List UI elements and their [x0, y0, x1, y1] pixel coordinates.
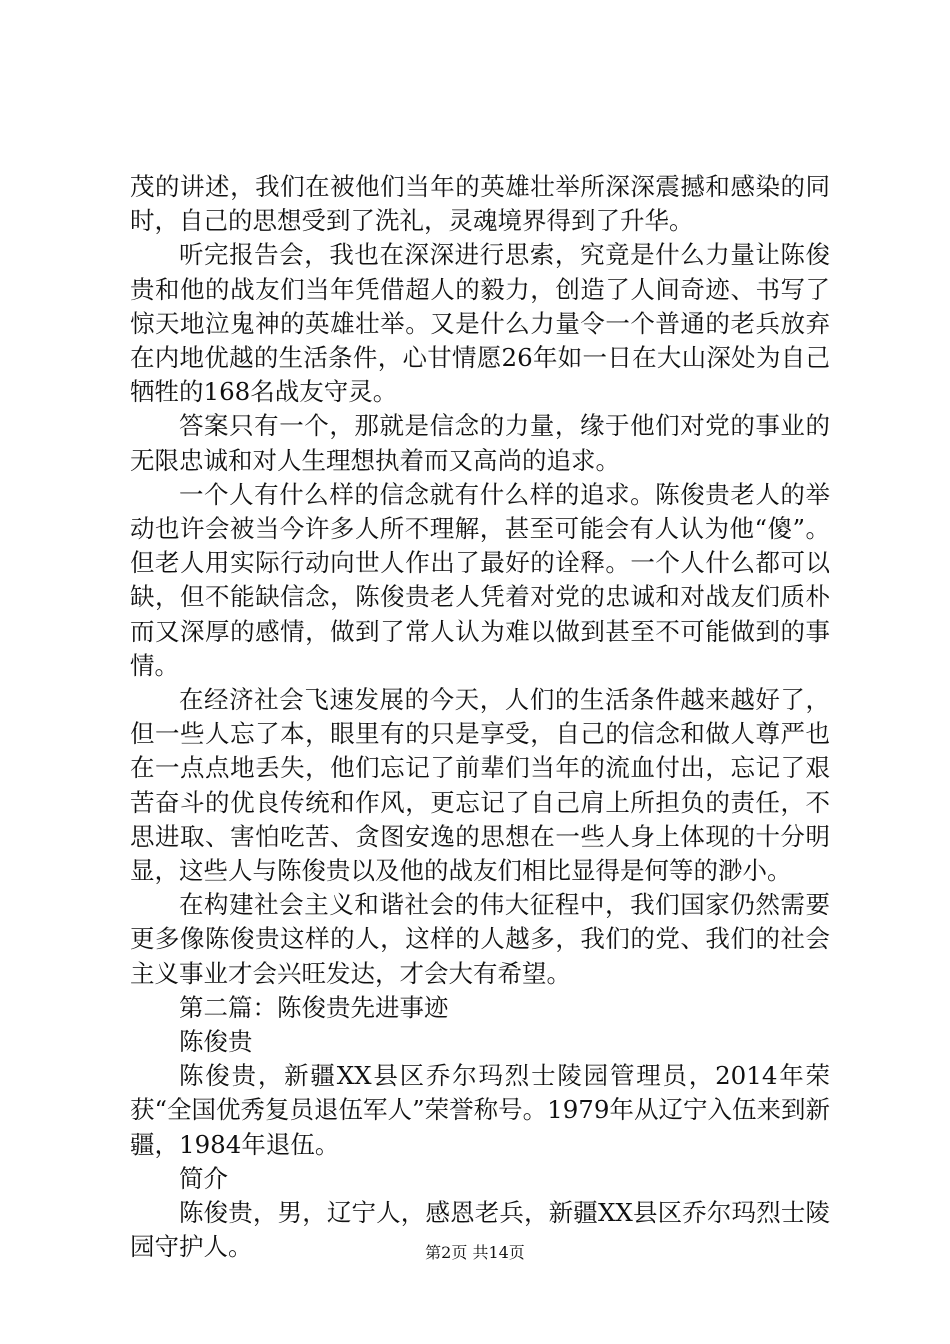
section-heading: 第二篇：陈俊贵先进事迹: [179, 992, 449, 1022]
paragraph-profile: 陈俊贵，新疆XX县区乔尔玛烈士陵园管理员，2014年荣获“全国优秀复员退伍军人”荣誉称号。1979年从辽宁入伍来到新疆，1984年退伍。: [130, 1061, 830, 1159]
document-body: [130, 170, 830, 1265]
subheading-intro: 简介: [179, 1163, 228, 1193]
paragraph-belief: 一个人有什么样的信念就有什么样的追求。陈俊贵老人的举动也许会被当今许多人所不理解，甚至可能会有人认为他“傻”。但老人用实际行动向世人作出了最好的诠释。一个人什么都可以缺，但不能缺信念，陈俊贵老人凭着对党的忠诚和对战友们质朴而又深厚的感情，做到了常人认为难以做到甚至不可能做到的事情。: [130, 479, 830, 680]
paragraph-conclusion: 在构建社会主义和谐社会的伟大征程中，我们国家仍然需要更多像陈俊贵这样的人，这样的人越多，我们的党、我们的社会主义事业才会兴旺发达，才会大有希望。: [130, 890, 830, 988]
paragraph-society: 在经济社会飞速发展的今天，人们的生活条件越来越好了，但一些人忘了本，眼里有的只是享受，自己的信念和做人尊严也在一点点地丢失，他们忘记了前辈们当年的流血付出，忘记了艰苦奋斗的优良传统和作风，更忘记了自己肩上所担负的责任，不思进取、害怕吃苦、贪图安逸的思想在一些人身上体现的十分明显，这些人与陈俊贵以及他的战友们相比显得是何等的渺小。: [130, 685, 830, 886]
paragraph-answer: 答案只有一个，那就是信念的力量，缘于他们对党的事业的无限忠诚和对人生理想执着而又高尚的追求。: [130, 411, 830, 475]
paragraph-intro: 陈俊贵，男，辽宁人，感恩老兵，新疆XX县区乔尔玛烈士陵园守护人。: [130, 1198, 830, 1262]
paragraph-reflection: 听完报告会，我也在深深进行思索，究竟是什么力量让陈俊贵和他的战友们当年凭借超人的毅力，创造了人间奇迹、书写了惊天地泣鬼神的英雄壮举。又是什么力量令一个普通的老兵放弃在内地优越的生活条件，心甘情愿26年如一日在大山深处为自己牺牲的168名战友守灵。: [130, 240, 830, 407]
subheading-name: 陈俊贵: [179, 1027, 253, 1057]
paragraph-continuation: 茂的讲述，我们在被他们当年的英雄壮举所深深震撼和感染的同时，自己的思想受到了洗礼，灵魂境界得到了升华。: [130, 172, 830, 236]
page-number-footer: 第2页 共14页: [425, 1243, 525, 1262]
